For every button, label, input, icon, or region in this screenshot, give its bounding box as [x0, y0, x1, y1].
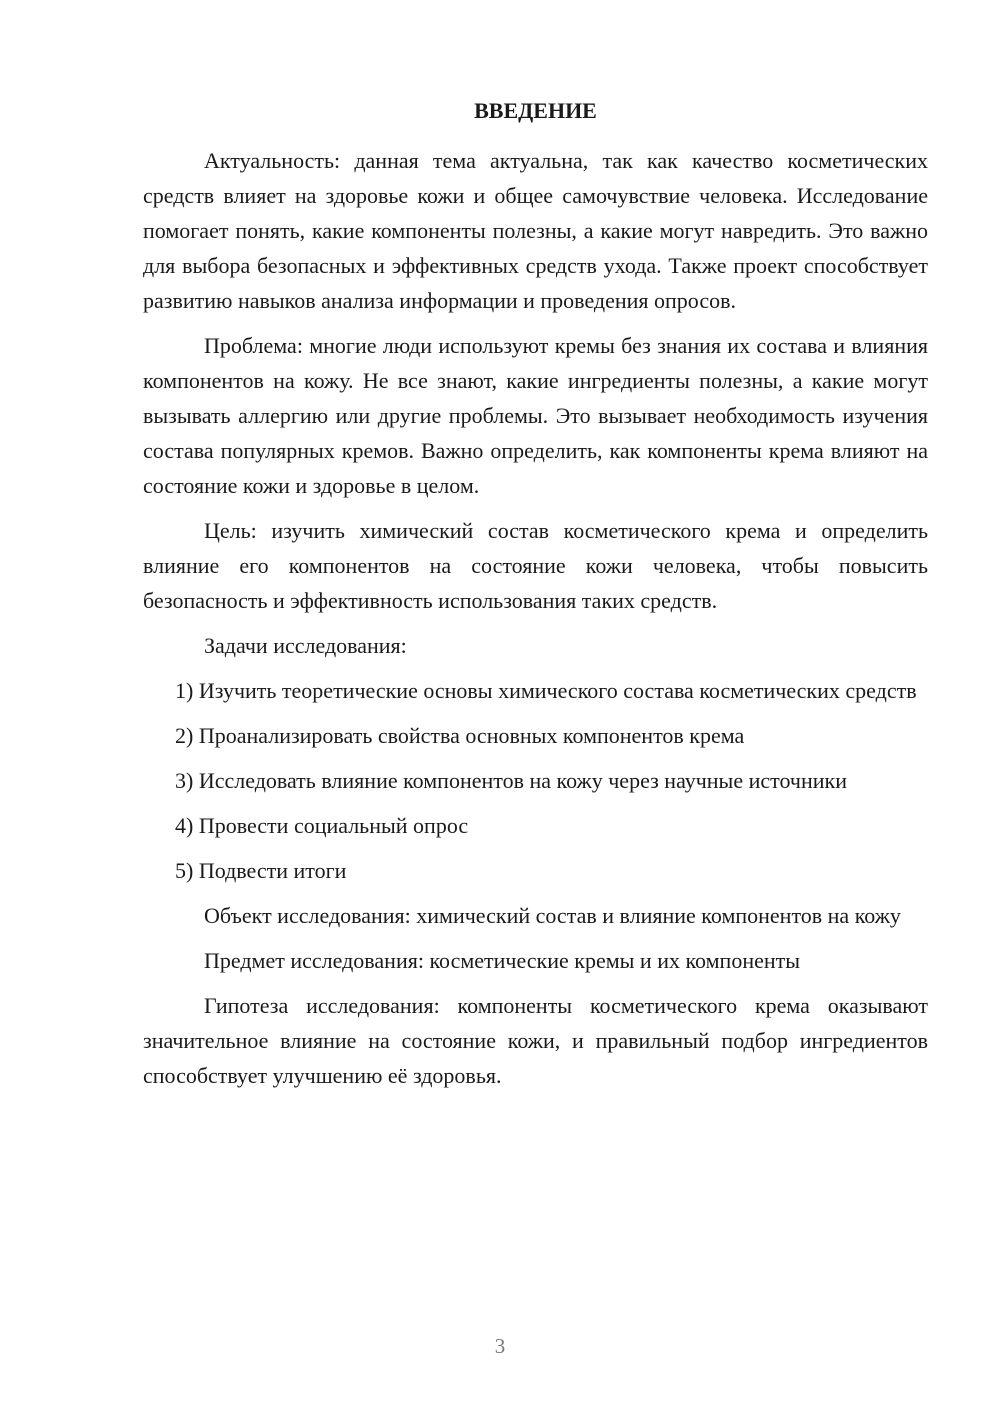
task-item-1: 1) Изучить теоретические основы химического состава косметических средств: [175, 678, 917, 703]
task-item-4: 4) Провести социальный опрос: [175, 813, 469, 838]
hypothesis-paragraph: Гипотеза исследования: компоненты косметического крема оказывают значительное влияние на состояние кожи, и правильный подбор ингредиентов способствует улучшению её здоровья.: [143, 993, 928, 1088]
tasks-heading: Задачи исследования:: [204, 633, 407, 658]
object-paragraph: Объект исследования: химический состав и влияние компонентов на кожу: [204, 903, 901, 928]
subject-paragraph: Предмет исследования: косметические кремы и их компоненты: [204, 948, 801, 973]
page-content: [143, 96, 928, 1103]
goal-paragraph: Цель: изучить химический состав косметического крема и определить влияние его компонентов на состояние кожи человека, чтобы повысить безопасность и эффективность использования таких средств.: [143, 518, 928, 613]
task-item-2: 2) Проанализировать свойства основных компонентов крема: [175, 723, 745, 748]
page-number: 3: [494, 1334, 506, 1358]
task-item-3: 3) Исследовать влияние компонентов на кожу через научные источники: [175, 768, 847, 793]
problem-paragraph: Проблема: многие люди используют кремы без знания их состава и влияния компонентов на кожу. Не все знают, какие ингредиенты полезны, а какие могут вызывать аллергию или другие проблемы. Это вызывает необходимость изучения состава популярных кремов. Важно определить, как компоненты крема влияют на состояние кожи и здоровье в целом.: [143, 333, 928, 498]
page-title: ВВЕДЕНИЕ: [474, 98, 597, 123]
task-item-5: 5) Подвести итоги: [175, 858, 347, 883]
relevance-paragraph: Актуальность: данная тема актуальна, так как качество косметических средств влияет на здоровье кожи и общее самочувствие человека. Исследование помогает понять, какие компоненты полезны, а какие могут навредить. Это важно для выбора безопасных и эффективных средств ухода. Также проект способствует развитию навыков анализа информации и проведения опросов.: [143, 148, 928, 313]
